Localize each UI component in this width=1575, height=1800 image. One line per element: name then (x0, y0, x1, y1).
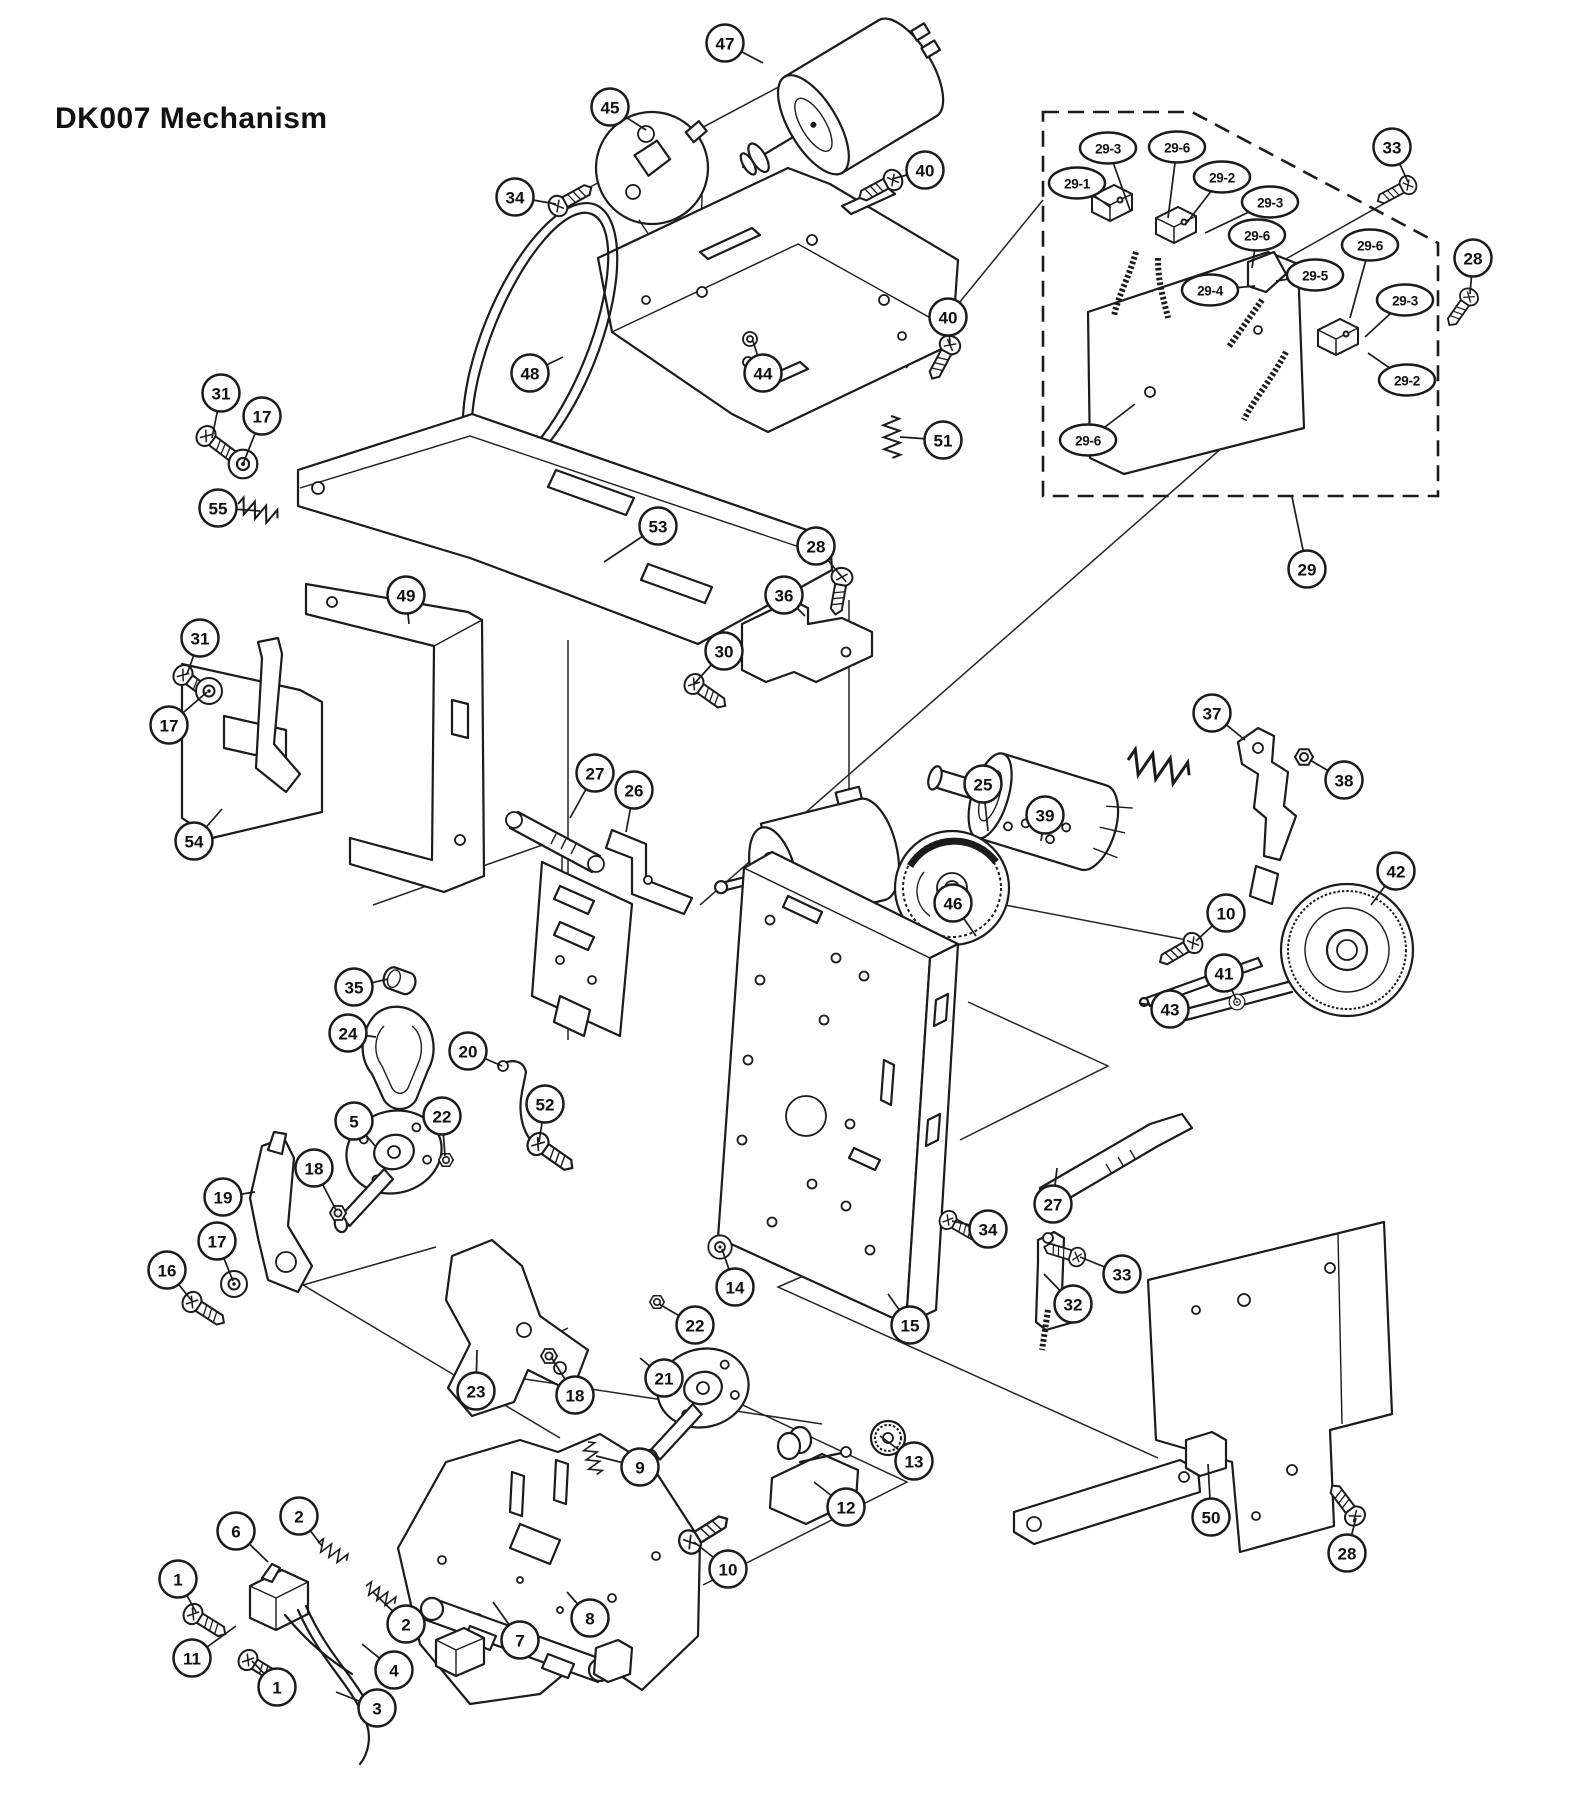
svg-text:10: 10 (1216, 904, 1236, 924)
svg-text:5: 5 (349, 1112, 359, 1132)
plate-54 (182, 638, 322, 838)
svg-text:2: 2 (401, 1615, 411, 1635)
svg-text:28: 28 (1463, 249, 1483, 269)
svg-text:46: 46 (943, 894, 963, 914)
nut-22a (439, 1154, 453, 1166)
callout-34 (497, 179, 557, 216)
svg-text:13: 13 (904, 1452, 924, 1472)
callout-16 (149, 1252, 193, 1302)
callout-33 (1374, 129, 1411, 183)
washer-14 (708, 1235, 731, 1258)
callout-51 (900, 422, 962, 459)
screw-1a (180, 1600, 231, 1643)
svg-text:31: 31 (211, 384, 231, 404)
svg-text:44: 44 (753, 364, 773, 384)
callout-10 (1196, 895, 1245, 942)
washer-17c (221, 1271, 247, 1297)
svg-text:17: 17 (159, 716, 179, 736)
callout-1 (160, 1561, 197, 1613)
callout-43 (1139, 991, 1189, 1028)
callout-29-2 (1368, 353, 1435, 396)
svg-text:33: 33 (1382, 138, 1402, 158)
lever-27-upper (506, 812, 604, 872)
svg-text:29-1: 29-1 (1064, 176, 1090, 192)
svg-text:29-2: 29-2 (1209, 170, 1235, 186)
svg-text:52: 52 (535, 1095, 555, 1115)
svg-text:1: 1 (173, 1570, 183, 1590)
svg-text:10: 10 (718, 1560, 738, 1580)
spring-2b (363, 1581, 398, 1610)
callout-18 (296, 1150, 337, 1211)
callout-29-3 (1365, 285, 1433, 338)
callout-48 (512, 355, 564, 392)
svg-text:51: 51 (933, 431, 953, 451)
svg-text:29: 29 (1297, 560, 1317, 580)
spring-51 (883, 416, 900, 459)
callout-20 (450, 1033, 503, 1070)
svg-text:32: 32 (1063, 1295, 1083, 1315)
lever-37 (1238, 728, 1296, 904)
svg-text:42: 42 (1386, 862, 1406, 882)
svg-text:30: 30 (714, 642, 734, 662)
callout-28 (1455, 240, 1492, 295)
callout-10 (694, 1542, 747, 1588)
callout-26 (616, 772, 653, 833)
svg-text:8: 8 (585, 1609, 595, 1629)
callout-29-1 (1049, 168, 1110, 208)
svg-text:26: 26 (624, 781, 644, 801)
svg-text:29-3: 29-3 (1257, 195, 1283, 211)
callout-2 (281, 1498, 323, 1547)
svg-text:14: 14 (725, 1278, 745, 1298)
svg-text:4: 4 (389, 1661, 399, 1681)
svg-text:7: 7 (515, 1631, 525, 1651)
svg-text:33: 33 (1112, 1265, 1132, 1285)
svg-text:43: 43 (1160, 1000, 1180, 1020)
svg-text:29-4: 29-4 (1197, 283, 1223, 299)
wire-3 (285, 1606, 374, 1764)
svg-text:27: 27 (1043, 1195, 1063, 1215)
callout-38 (1310, 760, 1363, 799)
svg-text:38: 38 (1334, 771, 1354, 791)
svg-text:40: 40 (915, 161, 935, 181)
switch-6 (250, 1564, 308, 1630)
svg-text:29-2: 29-2 (1394, 373, 1420, 389)
guide-24 (363, 1007, 434, 1109)
svg-text:29-6: 29-6 (1244, 228, 1270, 244)
svg-text:17: 17 (207, 1232, 227, 1252)
page-title: DK007 Mechanism (55, 102, 328, 135)
nut-18b (541, 1349, 557, 1363)
svg-text:50: 50 (1201, 1508, 1221, 1528)
svg-text:17: 17 (252, 407, 272, 427)
svg-text:29-5: 29-5 (1302, 268, 1328, 284)
svg-text:45: 45 (600, 98, 620, 118)
callout-17 (199, 1223, 236, 1282)
nut-18a (330, 1206, 346, 1220)
callout-5 (336, 1103, 377, 1148)
svg-text:27: 27 (585, 764, 605, 784)
svg-text:49: 49 (396, 586, 416, 606)
callout-22 (659, 1304, 714, 1344)
svg-text:23: 23 (466, 1382, 486, 1402)
callout-41 (1206, 955, 1243, 1000)
callout-36 (766, 577, 806, 617)
svg-text:12: 12 (836, 1498, 856, 1518)
svg-text:24: 24 (338, 1024, 358, 1044)
svg-text:18: 18 (304, 1159, 324, 1179)
svg-text:9: 9 (635, 1458, 645, 1478)
svg-text:35: 35 (344, 978, 364, 998)
svg-text:37: 37 (1202, 704, 1222, 724)
callout-3 (336, 1690, 396, 1727)
callout-11 (174, 1626, 237, 1677)
washer-17b (196, 678, 222, 704)
svg-text:29-3: 29-3 (1392, 293, 1418, 309)
svg-text:28: 28 (806, 537, 826, 557)
svg-text:22: 22 (432, 1107, 452, 1127)
screw-28a (1442, 285, 1482, 330)
sub-plate (532, 862, 632, 1036)
callout-4 (362, 1644, 413, 1689)
svg-text:3: 3 (372, 1699, 382, 1719)
svg-text:20: 20 (458, 1042, 478, 1062)
svg-text:29-6: 29-6 (1357, 238, 1383, 254)
callout-45 (592, 89, 647, 131)
bracket-36 (742, 600, 872, 682)
svg-text:29-6: 29-6 (1164, 140, 1190, 156)
svg-text:21: 21 (654, 1369, 674, 1389)
svg-text:31: 31 (190, 629, 210, 649)
svg-text:34: 34 (978, 1220, 998, 1240)
svg-text:16: 16 (157, 1261, 177, 1281)
microswitch-29-2b (1318, 319, 1358, 355)
svg-text:55: 55 (208, 499, 228, 519)
svg-text:18: 18 (565, 1386, 585, 1406)
svg-text:1: 1 (272, 1678, 282, 1698)
svg-text:11: 11 (183, 1649, 201, 1669)
svg-text:29-3: 29-3 (1095, 141, 1121, 157)
spring-37 (1125, 748, 1192, 787)
bracket-49 (306, 584, 484, 892)
roller-35 (381, 965, 419, 997)
svg-text:2: 2 (294, 1507, 304, 1527)
callout-42 (1371, 853, 1415, 906)
svg-text:22: 22 (685, 1316, 705, 1336)
svg-text:39: 39 (1035, 806, 1055, 826)
screw-52 (523, 1129, 579, 1178)
svg-text:19: 19 (213, 1188, 233, 1208)
svg-text:29-6: 29-6 (1075, 433, 1101, 449)
callout-55 (200, 490, 261, 527)
callout-35 (336, 969, 389, 1006)
screw-33a (1373, 173, 1419, 210)
washer-41 (1229, 994, 1245, 1010)
microswitch-29-2 (1156, 207, 1196, 243)
svg-text:48: 48 (520, 364, 540, 384)
svg-text:28: 28 (1337, 1544, 1357, 1564)
nut-38 (1295, 749, 1313, 765)
svg-text:41: 41 (1214, 964, 1234, 984)
svg-text:54: 54 (184, 832, 204, 852)
callout-1 (252, 1661, 296, 1706)
svg-text:47: 47 (715, 34, 735, 54)
callout-33 (1080, 1256, 1141, 1293)
svg-text:25: 25 (973, 775, 993, 795)
callout-27 (570, 755, 614, 819)
svg-text:40: 40 (938, 308, 958, 328)
callout-21 (640, 1358, 683, 1397)
svg-text:36: 36 (774, 586, 794, 606)
svg-text:15: 15 (900, 1316, 920, 1336)
svg-text:53: 53 (648, 517, 668, 537)
svg-text:34: 34 (505, 188, 525, 208)
callout-47 (707, 25, 764, 64)
svg-text:6: 6 (231, 1522, 241, 1542)
callout-19 (205, 1179, 256, 1216)
callout-29 (1289, 497, 1326, 588)
screw-30 (681, 670, 732, 714)
callout-6 (218, 1513, 269, 1563)
callout-37 (1194, 695, 1246, 741)
